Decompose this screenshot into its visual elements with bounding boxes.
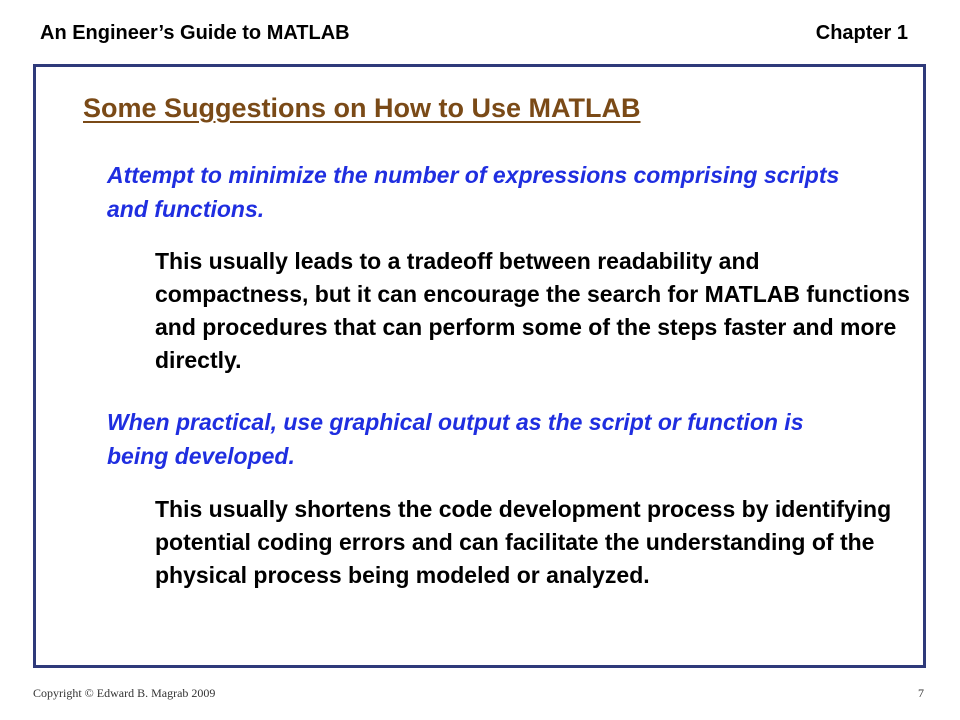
page-number: 7	[918, 686, 924, 700]
point-heading-1: Attempt to minimize the number of expressions comprising scripts and functions.	[107, 162, 840, 222]
copyright-notice: Copyright © Edward B. Magrab 2009	[33, 686, 216, 700]
point-detail-1: This usually leads to a tradeoff between readability and compactness, but it can encourage the search for MATLAB functions and procedures that can perform some of the steps faster and more directly.	[155, 248, 910, 373]
chapter-label: Chapter 1	[815, 22, 908, 44]
point-heading-2: When practical, use graphical output as the script or function is being developed.	[107, 409, 804, 469]
book-title: An Engineer’s Guide to MATLAB	[40, 22, 350, 44]
point-detail-2: This usually shortens the code development process by identifying potential coding errors and can facilitate the understanding of the physical process being modeled or analyzed.	[155, 496, 892, 588]
slide-title: Some Suggestions on How to Use MATLAB	[83, 93, 641, 123]
